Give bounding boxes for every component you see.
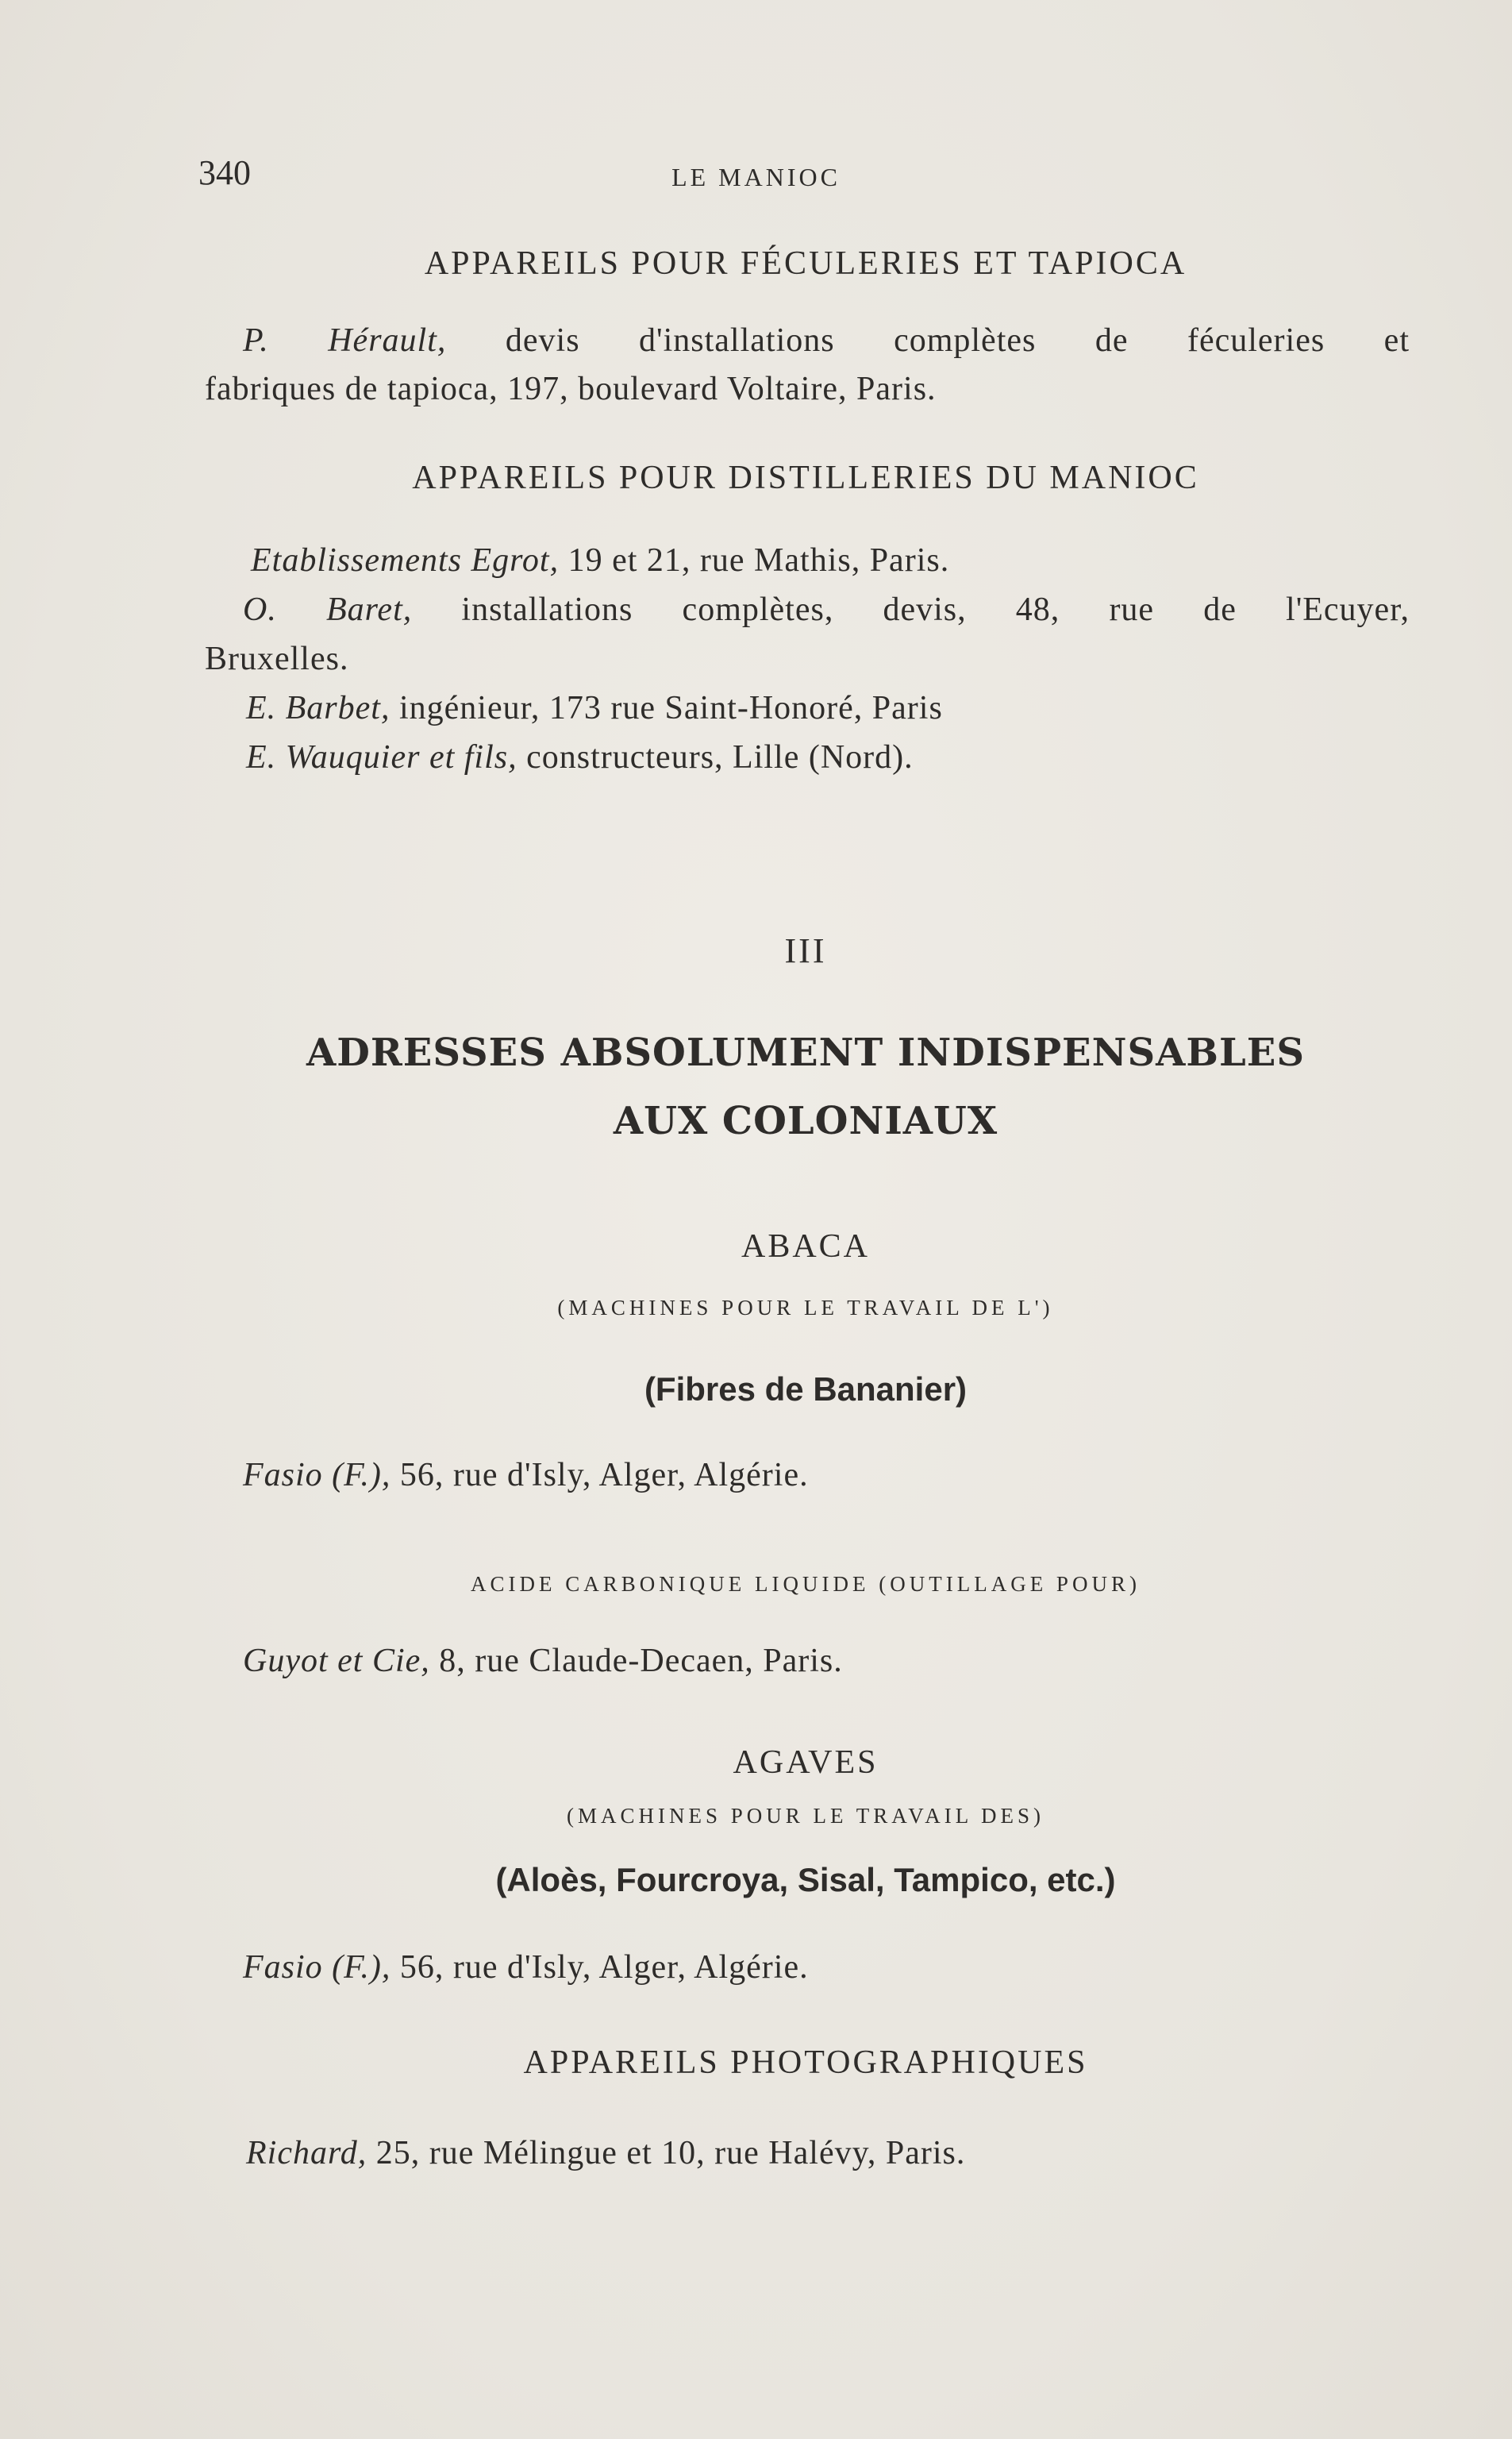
section-subheading-abaca: (MACHINES POUR LE TRAVAIL DE L') — [557, 1296, 1054, 1320]
entry-text: 56, rue d'Isly, Alger, Algérie. — [399, 1457, 809, 1493]
section-heading-photo: APPAREILS PHOTOGRAPHIQUES — [523, 2044, 1088, 2081]
entry-name: Guyot et Cie, — [243, 1643, 430, 1679]
entry-fasio-agaves — [243, 1948, 809, 1986]
entry-baret-cont: Bruxelles. — [205, 641, 349, 677]
entry-name: Richard, — [246, 2135, 367, 2171]
entry-text: constructeurs, Lille (Nord). — [526, 739, 914, 776]
part-title-line1: ADRESSES ABSOLUMENT INDISPENSABLES — [306, 1031, 1305, 1075]
section-heading-distilleries: APPAREILS POUR DISTILLERIES DU MANIOC — [412, 460, 1199, 496]
entry-text: 25, rue Mélingue et 10, rue Halévy, Paris. — [375, 2135, 966, 2171]
entry-egrot — [251, 541, 949, 580]
section-heading-acide: ACIDE CARBONIQUE LIQUIDE (OUTILLAGE POUR) — [471, 1572, 1141, 1596]
section-subheading-agaves: (MACHINES POUR LE TRAVAIL DES) — [566, 1804, 1045, 1828]
page-number: 340 — [198, 153, 251, 192]
entry-name: E. Wauquier et fils, — [246, 739, 517, 776]
entry-text: 8, rue Claude-Decaen, Paris. — [439, 1643, 843, 1679]
entry-barbet — [246, 689, 943, 727]
entry-name: O. Baret, — [243, 591, 413, 628]
entry-fasio-abaca — [243, 1456, 809, 1494]
entry-text: ingénieur, 173 rue Saint-Honoré, Paris — [398, 690, 943, 726]
entry-wauquier — [246, 738, 914, 776]
entry-name: E. Barbet, — [246, 690, 391, 726]
section-heading-feculeries: APPAREILS POUR FÉCULERIES ET TAPIOCA — [424, 245, 1187, 282]
entry-name: Fasio (F.), — [243, 1457, 391, 1493]
part-numeral: III — [784, 931, 827, 970]
entry-text: devis d'installations complètes de féculeries et — [505, 322, 1410, 359]
section-note-agaves: (Aloès, Fourcroya, Sisal, Tampico, etc.) — [495, 1861, 1116, 1898]
running-title: LE MANIOC — [671, 163, 841, 191]
section-note-abaca: (Fibres de Bananier) — [644, 1370, 968, 1408]
entry-herault — [243, 322, 1410, 360]
part-title-line2: AUX COLONIAUX — [613, 1099, 998, 1143]
section-heading-agaves: AGAVES — [733, 1744, 879, 1781]
section-heading-abaca: ABACA — [741, 1228, 871, 1265]
entry-text: 56, rue d'Isly, Alger, Algérie. — [399, 1949, 809, 1986]
entry-herault-cont: fabriques de tapioca, 197, boulevard Voltaire, Paris. — [205, 371, 937, 407]
entry-name: Etablissements Egrot, — [251, 542, 560, 579]
entry-guyot — [243, 1642, 843, 1680]
entry-richard — [246, 2134, 965, 2172]
entry-text: 19 et 21, rue Mathis, Paris. — [567, 542, 950, 579]
entry-text: installations complètes, devis, 48, rue de l'Ecuyer, — [461, 591, 1410, 628]
entry-name: Fasio (F.), — [243, 1949, 391, 1986]
entry-name: P. Hérault, — [243, 322, 447, 359]
entry-baret — [243, 591, 1410, 629]
